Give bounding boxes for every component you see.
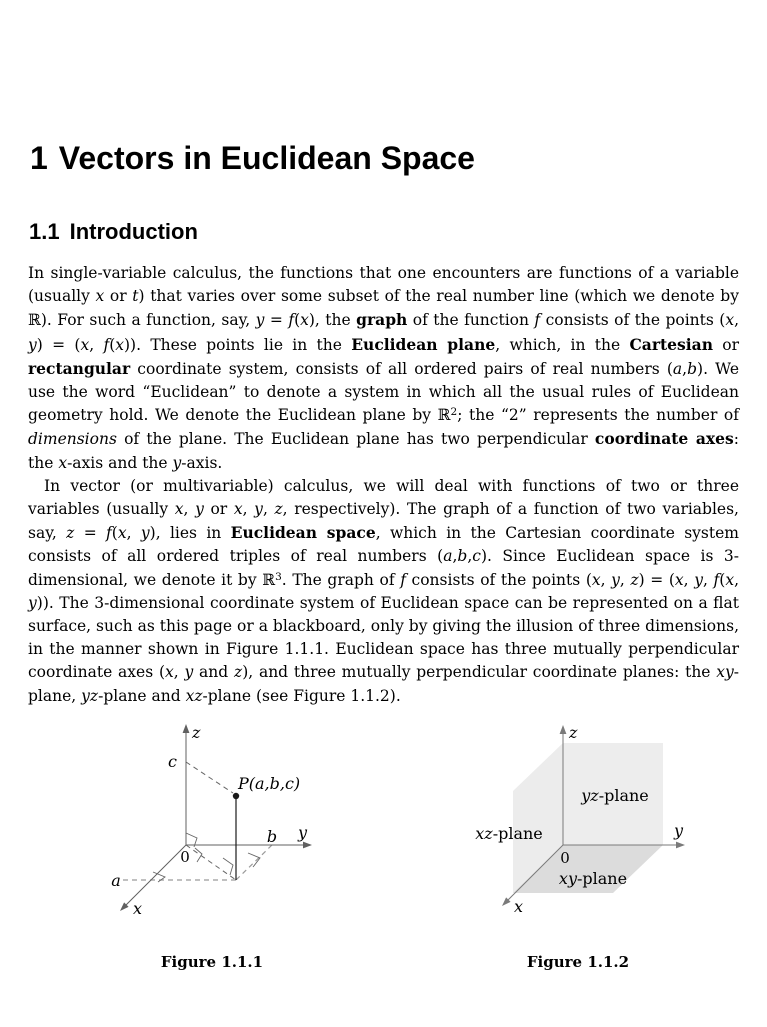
z-axis-label: z <box>569 723 578 742</box>
figure-1-1-1-caption: Figure 1.1.1 <box>160 953 264 971</box>
xy-plane-label: xy-plane <box>558 869 628 888</box>
paragraph-2: In vector (or multivariable) calculus, we will deal with functions of two or three variables (usually x, y or x, y, z, respectively). The graph of a function of two variables, say, z = f(x, y), lies in Euclidean space, which in the Cartesian coordinate system consists of all ordered triples of real numbers (a,b,c). Since Euclidean space is 3-dimensional, we denote it by ℝ$^3$. The graph of f consists of the points (x, y, z) = (x, y, f(x, y)). The 3-dimensional coordinate system of Euclidean space can be represented on a flat surface, such as this page or a blackboard, only by giving the illusion of three dimensions, in the manner shown in Figure 1.1.1. Euclidean space has three mutually perpendicular coordinate axes (x, y and z), and three mutually perpendicular coordinate planes: the xy-plane, yz-plane and xz-plane (see Figure 1.1.2). <box>28 476 740 705</box>
y-axis-arrow-icon <box>676 842 685 849</box>
figure-1-1-2 <box>475 718 693 923</box>
xz-plane-label: xz-plane <box>475 824 543 843</box>
paragraph-1: In single-variable calculus, the functions that one encounters are functions of a variable (usually x or t) that varies over some subset of the real number line (which we denote by ℝ). For such a function, say, y = f(x), the graph of the function f consists of the points (x, y) = (x, f(x)). These points lie in the Euclidean plane, which, in the Cartesian or rectangular coordinate system, consists of all ordered pairs of real numbers (a,b). We use the word “Euclidean” to denote a system in which all the usual rules of Euclidean geometry hold. We denote the Euclidean plane by ℝ$^2$; the “2” represents the number of dimensions of the plane. The Euclidean plane has two perpendicular coordinate axes: the x-axis and the y-axis. <box>28 264 740 472</box>
chapter-title: Vectors in Euclidean Space <box>58 140 475 176</box>
z-axis-arrow-icon <box>183 724 190 733</box>
z-axis-label: z <box>192 723 201 742</box>
b-label: b <box>266 827 278 846</box>
section-title: Introduction <box>69 219 198 244</box>
c-label: c <box>168 752 177 771</box>
y-axis-arrow-icon <box>303 842 312 849</box>
y-axis-label: y <box>298 823 308 842</box>
dashed-line-c-to-point <box>186 762 233 793</box>
right-angle-mark-b <box>248 853 260 867</box>
chapter-heading <box>30 141 475 176</box>
section-heading <box>29 220 198 244</box>
body-text <box>28 262 739 708</box>
point-p-label: P(a,b,c) <box>238 774 301 793</box>
yz-plane-label: yz-plane <box>581 786 649 805</box>
right-angle-mark-origin-lower <box>195 848 202 862</box>
x-axis-label: x <box>514 897 524 916</box>
figure-1-1-1 <box>95 718 345 923</box>
origin-label: 0 <box>560 849 570 867</box>
dashed-line-b-to-projection <box>236 845 272 880</box>
origin-label: 0 <box>180 848 190 866</box>
point-p-dot <box>233 793 239 799</box>
y-axis-label: y <box>674 821 684 840</box>
z-axis-arrow-icon <box>560 725 567 734</box>
x-axis-label: x <box>133 899 143 918</box>
dashed-diagonal-origin-to-projection <box>186 845 236 880</box>
a-label: a <box>111 871 121 890</box>
figure-1-1-2-caption: Figure 1.1.2 <box>526 953 630 971</box>
section-number: 1.1 <box>29 219 60 244</box>
chapter-number: 1 <box>30 140 48 176</box>
